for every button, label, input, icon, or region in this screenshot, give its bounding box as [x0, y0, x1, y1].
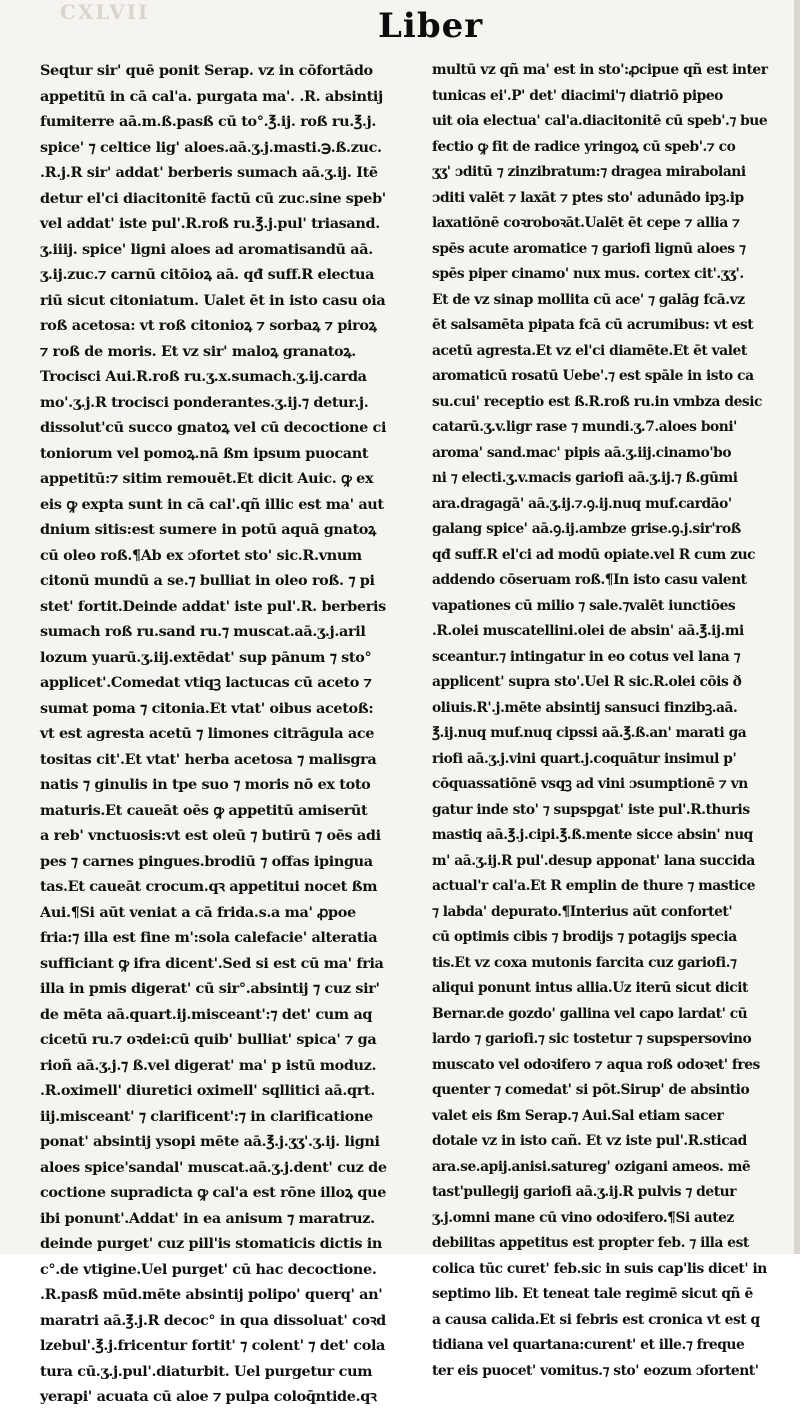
text-line: acetū agresta.Et vz el'ci diamēte.Et ēt valet [432, 342, 747, 359]
text-line: multū vz qñ ma' est in sto':ꝓcipue qñ est inter [432, 62, 768, 78]
bleed-through-folio: CXLVII [60, 0, 150, 24]
text-line: lzebul'.℥.j.fricentur fortit' ⁊ colent' ⁊ det' cola [40, 1337, 386, 1354]
text-line: Trocisci Aui.R.roß ru.ʒ.x.sumach.ʒ.ij.carda [40, 368, 367, 385]
text-line: qđ suff.R el'ci ad modū opiate.vel R cum zuc [432, 546, 756, 563]
text-line: su.cui' receptio est ß.R.roß ru.in vmbza desic [432, 393, 762, 410]
text-line: gatur inde sto' ⁊ supspgat' iste pul'.R.thuris [432, 801, 750, 818]
text-line: .R.pasß mūd.mēte absintij polipo' querq' an' [40, 1286, 383, 1303]
text-line: quenter ⁊ comedat' si pōt.Sirup' de absintio [432, 1082, 750, 1098]
text-line: .R.olei muscatellini.olei de absin' aā.℥.ij.mi [432, 623, 744, 639]
text-line: ara.dragagā' aā.ʒ.ij.⁊.ꝯ.ij.nuq muf.cardāo' [432, 495, 732, 512]
text-line: tositas cit'.Et vtat' herba acetosa ⁊ malisgra [40, 750, 377, 768]
text-line: deinde purget' cuz pill'is stomaticis dictis in [40, 1235, 382, 1252]
text-line: illa in pmis digerat' cū sir°.absintij ⁊ cuz sir' [40, 980, 380, 997]
text-line: spēs acute aromatice ⁊ gariofi lignū aloes ⁊ [432, 240, 746, 257]
text-line: cōquassatiōnē vsqꝫ ad vini ɔsumptionē ⁊ vn [432, 776, 748, 792]
text-line: aroma' sand.mac' pipis aā.ʒ.iij.cinamo'bo [432, 444, 732, 461]
text-line: tura cū.ʒ.j.pul'.diaturbit. Uel purgetur cum [40, 1362, 373, 1380]
text-line: spēs piper cinamo' nux mus. cortex cit'.ʒʒ'. [432, 266, 744, 282]
text-line: appetitū in cā cal'a. purgata ma'. .R. absintij [40, 87, 383, 105]
text-line: ʒ.j.omni mane cū vino odoꝛifero.¶Si autez [432, 1209, 734, 1226]
text-line: cicetū ru.⁊ oꝛdei:cū quib' bulliat' spica' ⁊ ga [40, 1031, 377, 1048]
text-line: tast'pullegij gariofi aā.ʒ.ij.R pulvis ⁊ detur [432, 1184, 737, 1200]
text-line: Bernar.de gozdo' gallina vel capo lardat' cū [432, 1005, 748, 1022]
left-column [40, 58, 430, 1405]
text-line: maratri aā.℥.j.R decoc° in qua dissoluat' coꝛd [40, 1311, 386, 1329]
text-line: maturis.Et caueāt oēs ꝙ appetitū amiserūt [40, 801, 368, 819]
text-line: sceantur.⁊ intingatur in eo cotus vel lana ⁊ [432, 648, 741, 665]
text-line: dotale vz in isto cañ. Et vz iste pul'.R.sticad [432, 1133, 747, 1149]
text-line: de mēta aā.quart.ij.misceant':⁊ det' cum aq [40, 1005, 373, 1023]
running-head: Liber [378, 6, 484, 46]
text-line: septimo lib. Et teneat tale regimē sicut qñ ē [432, 1286, 753, 1302]
text-line: sufficiant ꝙ ifra dicent'.Sed si est cū ma' fria [40, 954, 384, 972]
text-line: Seqtur sir' quē ponit Serap. vz in cōfortādo [40, 62, 373, 79]
text-line: addendo cōseruam roß.¶In isto casu valent [432, 572, 747, 588]
text-line: toniorum vel pomoꝝ.nā ßm ipsum puocant [40, 444, 369, 462]
text-line: ⁊ labda' depurato.¶Interius aūt confortet' [432, 903, 733, 920]
text-line: tunicas ei'.P' det' diacimi'⁊ diatriō pipeo [432, 87, 723, 104]
text-line: aromaticū rosatū Uebe'.⁊ est spāle in isto ca [432, 368, 754, 384]
text-line: colica tūc curet' feb.sic in suis cap'lis dicet' in [432, 1260, 767, 1277]
text-line: valet eis ßm Serap.⁊ Aui.Sal etiam sacer [432, 1107, 724, 1124]
text-line: fumiterre aā.m.ß.pasß cū to°.℥.ij. roß ru.℥.j. [40, 113, 377, 130]
text-line: debilitas appetitus est propter feb. ⁊ illa est [432, 1235, 749, 1251]
text-line: mo'.ʒ.j.R trocisci ponderantes.ʒ.ij.⁊ detur.j. [40, 393, 369, 411]
text-line: oliuis.R'.j.mēte absintij sansuci finzibꝫ.aā. [432, 699, 738, 716]
text-line: applicent' supra sto'.Uel R sic.R.olei cōis ð [432, 674, 742, 690]
text-line: natis ⁊ ginulis in tpe suo ⁊ moris nō ex toto [40, 776, 371, 793]
text-line: ibi ponunt'.Addat' in ea anisum ⁊ maratruz. [40, 1209, 375, 1227]
text-line: vel addat' iste pul'.R.roß ru.℥.j.pul' triasand. [40, 215, 380, 232]
text-line: citonū mundū a se.⁊ bulliat in oleo roß. ⁊ pi [40, 572, 375, 589]
text-line: sumat poma ⁊ citonia.Et vtat' oibus acetoß: [40, 699, 374, 717]
text-line: catarū.ʒ.v.ligr rase ⁊ mundi.ʒ.7.aloes boni' [432, 419, 737, 435]
text-line: a causa calida.Et si febris est cronica vt est q [432, 1311, 760, 1328]
text-line: vt est agresta acetū ⁊ limones citrāgula ace [40, 725, 375, 742]
text-line: pes ⁊ carnes pingues.brodiū ⁊ offas ipingua [40, 852, 373, 870]
text-line: iij.misceant' ⁊ clarificent':⁊ in clarificatione [40, 1107, 373, 1125]
text-line: riū sicut citoniatum. Ualet ēt in isto casu oia [40, 291, 386, 309]
text-line: ʒ.iiij. spice' ligni aloes ad aromatisandū aā. [40, 240, 373, 258]
text-line: appetitū:⁊ sitim remouēt.Et dicit Auic. ꝙ ex [40, 470, 374, 487]
text-line: detur el'ci diacitonitē factū cū zuc.sine speb' [40, 189, 386, 207]
text-line: cū oleo roß.¶Ab ex ɔfortet sto' sic.R.vnum [40, 546, 362, 564]
text-line: eis ꝙ expta sunt in cā cal'.qñ illic est ma' aut [40, 495, 384, 513]
text-line: ter eis puocet' vomitus.⁊ sto' eozum ɔfortent' [432, 1362, 759, 1379]
text-line: tis.Et vz coxa mutonis farcita cuz gariofi.⁊ [432, 954, 737, 971]
text-line: Et de vz sinap mollita cū ace' ⁊ galāg fcā.vz [432, 291, 745, 308]
text-line: rioñ aā.ʒ.j.⁊ ß.vel digerat' ma' p istū moduz. [40, 1056, 377, 1074]
text-line: cū optimis cibis ⁊ brodijs ⁊ potagijs specia [432, 929, 737, 945]
text-line: ʒ.ij.zuc.⁊ carnū citōioꝝ aā. qđ suff.R electua [40, 266, 375, 283]
text-line: lozum yuarū.ʒ.iij.extēdat' sup pānum ⁊ sto° [40, 648, 372, 666]
text-line: sumach roß ru.sand ru.⁊ muscat.aā.ʒ.j.aril [40, 623, 366, 640]
page-edge-shadow [794, 0, 800, 1254]
text-line: muscato vel odoꝛifero ⁊ aqua roß odoꝛet' fres [432, 1056, 760, 1073]
text-line: ara.se.apij.anisi.satureg' ozigani ameos. mē [432, 1158, 751, 1175]
text-line: tidiana vel quartana:curent' et ille.⁊ freque [432, 1337, 745, 1353]
text-line: dnium sitis:est sumere in potū aquā gnatoꝝ [40, 521, 377, 538]
text-line: fectio ꝙ fit de radice yringoꝝ cū speb'.⁊ co [432, 138, 736, 155]
text-line: stet' fortit.Deinde addat' iste pul'.R. berberis [40, 597, 386, 615]
text-line: ℥.ij.nuq muf.nuq cipssi aā.℥.ß.an' marati ga [432, 725, 747, 741]
text-line: coctione supradicta ꝙ cal'a est rōne illoꝝ que [40, 1184, 387, 1201]
text-line: aloes spice'sandal' muscat.aā.ʒ.j.dent' cuz de [40, 1158, 387, 1176]
text-line: lardo ⁊ gariofi.⁊ sic tostetur ⁊ supspersovino [432, 1031, 752, 1047]
text-line: galang spice' aā.ꝯ.ij.ambze grise.ꝯ.j.sir'roß [432, 521, 741, 537]
text-line: riofi aā.ʒ.j.vini quart.j.coquātur insimul p' [432, 750, 737, 767]
text-line: .R.j.R sir' addat' berberis sumach aā.ʒ.ij. Itē [40, 164, 378, 181]
text-line: dissolut'cū succo gnatoꝝ vel cū decoctione ci [40, 419, 387, 436]
text-line: tas.Et caueāt crocum.qꝛ appetitui nocet ßm [40, 878, 378, 895]
text-line: laxatiōnē coꝛroboꝛāt.Ualēt ēt cepe ⁊ allia ⁊ [432, 215, 740, 231]
text-line: applicet'.Comedat vtiqꝫ lactucas cū aceto ⁊ [40, 674, 372, 691]
text-line: m' aā.ʒ.ij.R pul'.desup apponat' lana succida [432, 852, 755, 869]
text-line: mastiq aā.℥.j.cipi.℥.ß.mente sicce absin' nuq [432, 827, 753, 843]
text-line: actual'r cal'a.Et R emplin de thure ⁊ mastice [432, 878, 756, 894]
text-line: roß acetosa: vt roß citonioꝝ ⁊ sorbaꝝ ⁊ piroꝝ [40, 317, 377, 334]
text-line: Aui.¶Si aūt veniat a cā frida.s.a ma' ꝓpoe [40, 903, 356, 921]
right-column [432, 58, 788, 1379]
text-line: vapationes cū milio ⁊ sale.⁊valēt iunctiōes [432, 597, 736, 614]
text-line: ɔditi valēt ⁊ laxāt ⁊ ptes sto' adunādo ipꝫ.ip [432, 189, 744, 206]
text-line: ni ⁊ electi.ʒ.v.macis gariofi aā.ʒ.ij.⁊ ß.gūmi [432, 470, 738, 486]
text-line: aliqui ponunt intus allia.Uz iterū sicut dicit [432, 980, 748, 996]
text-line: yerapi' acuata cū aloe ⁊ pulpa coloq̄ntide.qꝛ [40, 1388, 377, 1405]
text-line: ēt salsamēta pipata fcā cū acrumibus: vt est [432, 317, 754, 333]
text-line: spice' ⁊ celtice lig' aloes.aā.ʒ.j.masti.℈.ß.zuc. [40, 138, 382, 156]
text-line: ⁊ roß de moris. Et vz sir' maloꝝ granatoꝝ. [40, 342, 356, 360]
text-line: fria:⁊ illa est fine m':sola calefacie' alteratia [40, 929, 378, 946]
text-line: a reb' vnctuosis:vt est oleū ⁊ butirū ⁊ oēs adi [40, 827, 381, 844]
text-line: .R.oximell' diuretici oximell' sqllitici aā.qrt. [40, 1082, 375, 1099]
text-line: ponat' absintij ysopi mēte aā.℥.j.ʒʒ'.ʒ.ij. ligni [40, 1133, 380, 1150]
text-line: ʒʒ' ɔditū ⁊ zinzibratum:⁊ dragea mirabolani [432, 164, 746, 180]
text-line: c°.de vtigine.Uel purget' cū hac decoctione. [40, 1260, 377, 1278]
text-line: uit oia electua' cal'a.diacitonitē cū speb'.⁊ bue [432, 113, 768, 129]
